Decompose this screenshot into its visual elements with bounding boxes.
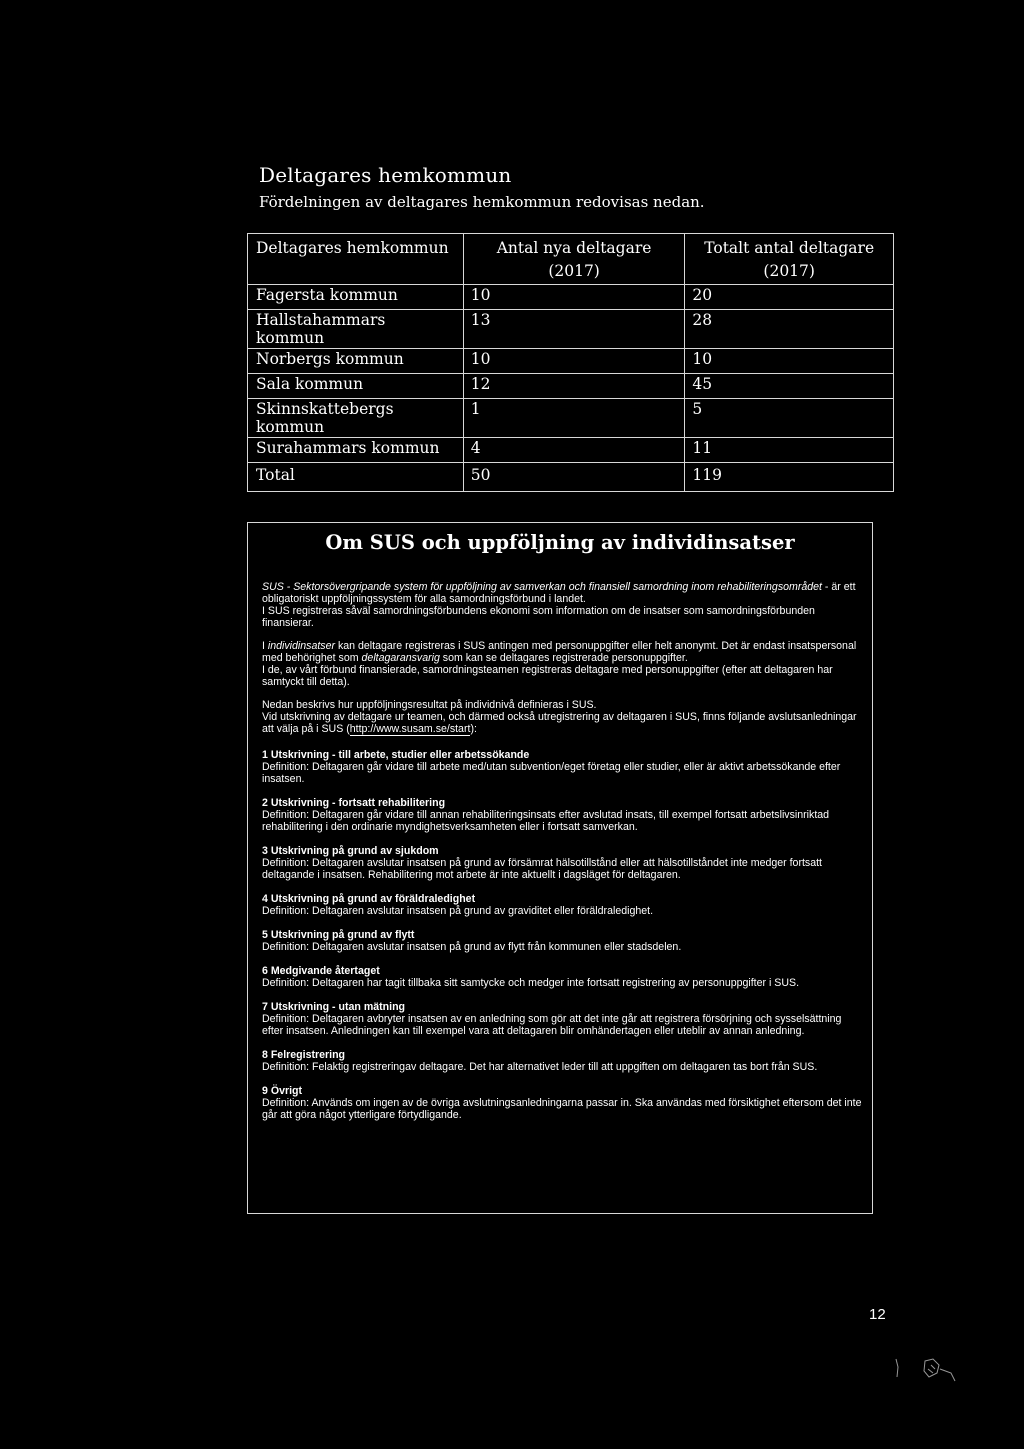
info-text: - är ett obligatoriskt uppföljningssystem för alla samordningsförbund i landet. [262,581,856,605]
table-cell: Total [248,463,464,492]
table-row [248,374,894,399]
info-text: som kan se deltagares registrerade personuppgifter. [439,652,688,664]
info-text: Vid utskrivning av deltagare ur teamen, och därmed också utregistrering av deltagaren i SUS, finns följande avslutsanledningar att välja på i SUS ( [262,711,857,735]
definition-heading: 7 Utskrivning - utan mätning [262,1001,406,1013]
definition-text: Definition: Felaktig registreringav deltagare. Det har alternativet leder till att uppgiften om deltagaren tas bort från SUS. [262,1061,818,1073]
table-cell: 10 [685,349,894,374]
definition-heading: 3 Utskrivning på grund av sjukdom [262,845,439,857]
info-paragraph [262,699,862,735]
table-cell: 11 [685,438,894,463]
definition-heading: 1 Utskrivning - till arbete, studier eller arbetssökande [262,749,530,761]
table-cell: 10 [463,349,685,374]
table-cell: 10 [463,285,685,310]
table-row [248,285,894,310]
definition-text: Definition: Deltagaren går vidare till arbete med/utan subvention/eget företag eller studier, eller är aktivt arbetssökande efter insatsen. [262,761,841,785]
info-text: I de, av vårt förbund finansierade, samordningsteamen registreras deltagare med personuppgifter (efter att deltagaren har samtyckt till detta). [262,664,833,688]
table-cell: 4 [463,438,685,463]
definition-heading: 8 Felregistrering [262,1049,346,1061]
info-text: Nedan beskrivs hur uppföljningsresultat på individnivå definieras i SUS. [262,699,597,711]
table-cell: 50 [463,463,685,492]
table-cell: 20 [685,285,894,310]
info-paragraph [262,581,862,629]
header-cell: Deltagares hemkommun [248,234,464,285]
info-title: Om SUS och uppföljning av individinsatser [325,531,795,554]
info-italic: individinsatser [267,640,336,652]
section-title: Deltagares hemkommun [259,163,512,187]
definition-item [262,797,862,833]
sus-info-box [247,522,873,1214]
definition-item [262,749,862,785]
table-cell: 45 [685,374,894,399]
table-cell: Skinnskattebergs kommun [248,399,464,438]
definition-item [262,845,862,881]
table-cell: 13 [463,310,685,349]
definition-text: Definition: Deltagaren avslutar insatsen på grund av graviditet eller föräldraledighet. [262,905,654,917]
table-row [248,310,894,349]
definition-heading: 2 Utskrivning - fortsatt rehabilitering [262,797,446,809]
definition-text: Definition: Deltagaren har tagit tillbaka sitt samtycke och medger inte fortsatt registrering av personuppgifter i SUS. [262,977,800,989]
definition-text: Definition: Deltagaren avslutar insatsen på grund av försämrat hälsotillstånd eller att hälsotillståndet inte medger fortsatt deltagande i insatsen. Rehabilitering mot arbete är inte aktuellt i dagsläget för deltagaren. [262,857,822,881]
info-text: kan deltagare registreras i SUS antingen med personuppgifter eller helt anonymt. Det är endast insatspersonal med behörighet som [262,640,857,664]
definition-item [262,1085,862,1121]
table-cell: 119 [685,463,894,492]
definition-text: Definition: Deltagaren går vidare till annan rehabiliteringsinsats efter avslutad insats, till exempel fortsatt arbetslivsinriktad rehabilitering i den ordinarie myndighetsverksamheten eller i fortsatt samverkan. [262,809,830,833]
table-cell: Surahammars kommun [248,438,464,463]
table-cell: Norbergs kommun [248,349,464,374]
info-italic: deltagaransvarig [361,652,440,664]
table-cell: Sala kommun [248,374,464,399]
table-cell: Hallstahammars kommun [248,310,464,349]
table-cell: Fagersta kommun [248,285,464,310]
definition-item [262,1001,862,1037]
definition-item [262,1049,862,1073]
definition-text: Definition: Deltagaren avbryter insatsen av en anledning som gör att det inte går att registrera försörjning och sysselsättning efter insatsen. Anledningen kan till exempel vara att deltagaren blir omhändertagen eller uteblir av annan anledning. [262,1013,842,1037]
info-paragraph [262,640,862,688]
sus-definition-italic: SUS - Sektorsövergripande system för uppföljning av samverkan och finansiell samordning inom rehabiliteringsområdet [262,581,822,593]
definition-item [262,965,862,989]
definition-item [262,893,862,917]
table-cell: 1 [463,399,685,438]
table-cell: 5 [685,399,894,438]
info-text: I [262,640,268,652]
table-cell: 12 [463,374,685,399]
definition-text: Definition: Används om ingen av de övriga avslutningsanledningarna passar in. Ska användas med försiktighet eftersom det inte går att göra något ytterligare förtydligande. [262,1097,862,1121]
definition-heading: 5 Utskrivning på grund av flytt [262,929,415,941]
header-cell: Totalt antal deltagare (2017) [685,234,894,285]
info-text: ): [470,723,477,735]
table-header-row [248,234,894,285]
table-cell: 28 [685,310,894,349]
section-subtitle: Fördelningen av deltagares hemkommun redovisas nedan. [259,193,705,211]
susam-link[interactable]: http://www.susam.se/start [349,723,471,735]
page-number: 12 [869,1306,886,1323]
definition-heading: 9 Övrigt [262,1085,303,1097]
header-cell: Antal nya deltagare (2017) [463,234,685,285]
info-body [262,581,862,1133]
table-row [248,399,894,438]
definition-item [262,929,862,953]
definition-heading: 4 Utskrivning på grund av föräldraledighet [262,893,476,905]
info-text: I SUS registreras såväl samordningsförbundens ekonomi som information om de insatser som samordningsförbunden finansierar. [262,605,815,629]
table-row [248,349,894,374]
table-row [248,438,894,463]
scan-artifact-mark [893,1355,958,1383]
definition-heading: 6 Medgivande återtaget [262,965,380,977]
definition-text: Definition: Deltagaren avslutar insatsen på grund av flytt från kommunen eller stadsdelen. [262,941,682,953]
hemkommun-table [247,233,894,492]
table-total-row [248,463,894,492]
